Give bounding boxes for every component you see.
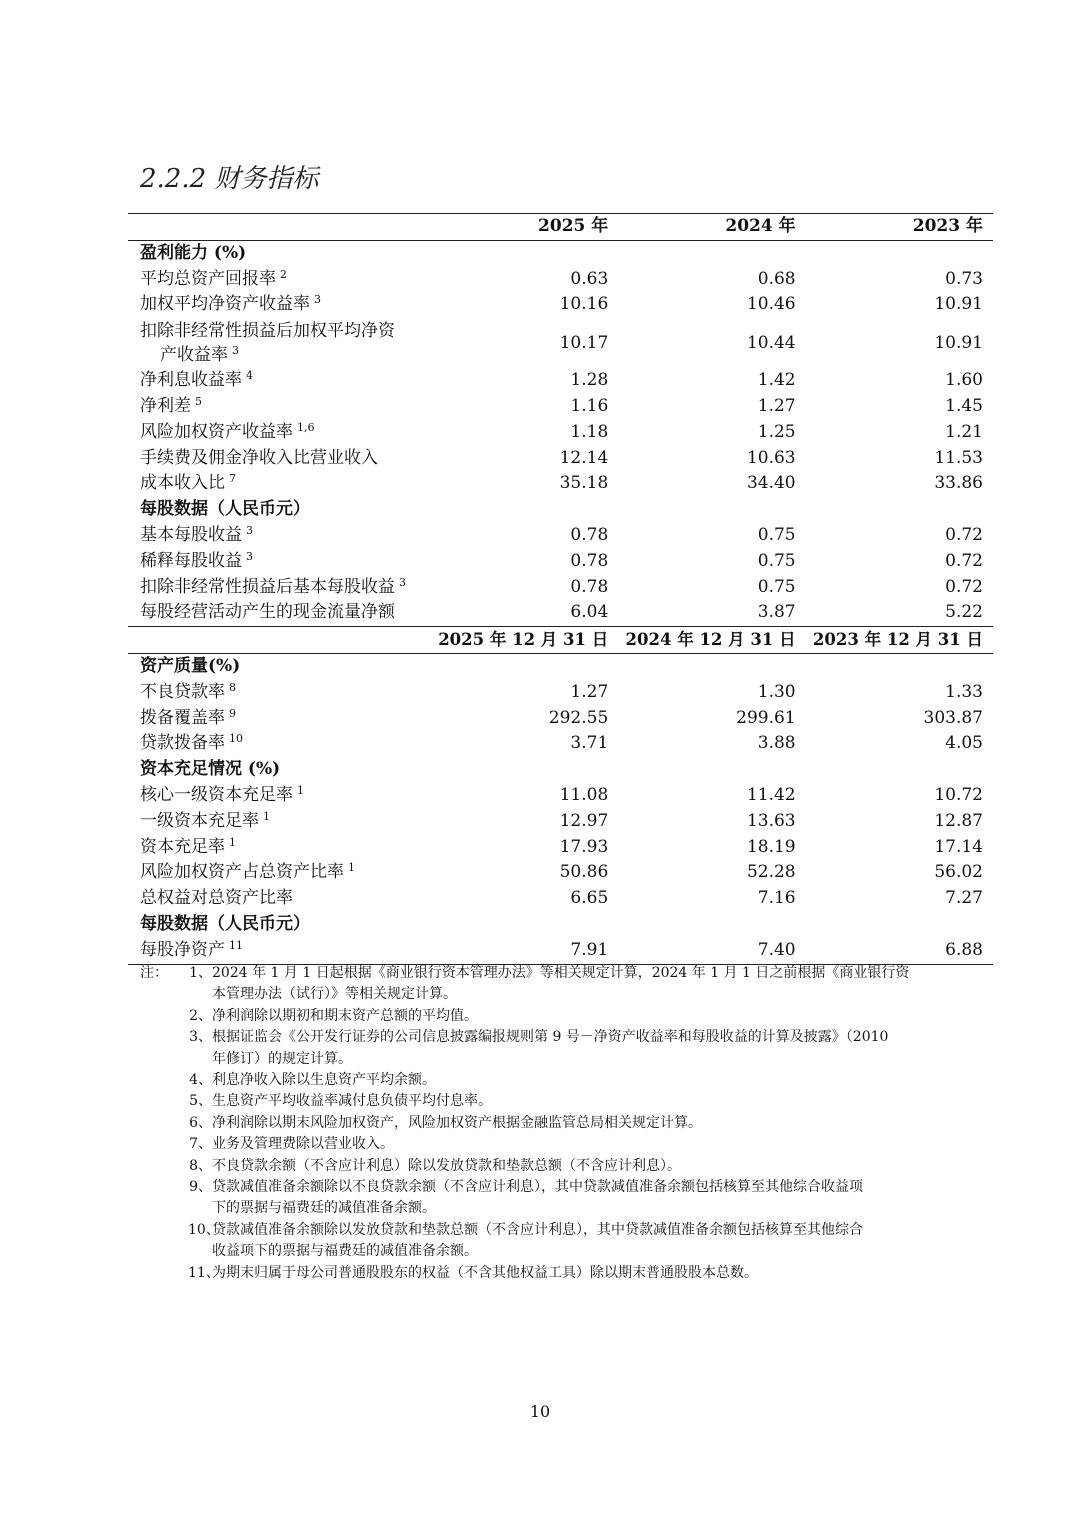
footnote: 3、 根据证监会《公开发行证券的公司信息披露编报规则第 9 号－净资产收益率和每股收益的计算及披露》（2010 (189, 1029, 889, 1046)
table-row: 净利差 $^5$ 1.16 1.27 1.45 (140, 394, 983, 416)
section-heading-capital: 资本充足情况 (%) (140, 759, 281, 780)
financial-indicators-table (128, 213, 993, 965)
table-row: 风险加权资产收益率 $^{1,6}$ 1.18 1.25 1.21 (140, 420, 983, 442)
footnote: 6、 净利润除以期末风险加权资产，风险加权资产根据金融监管总局相关规定计算。 (189, 1114, 702, 1131)
table-row: 扣除非经常性损益后加权平均净资 产收益率 $^3$ 10.17 10.44 10.91 (140, 321, 983, 366)
page-number: 10 (529, 1402, 551, 1421)
header-empty (128, 214, 431, 241)
table-row: 每股经营活动产生的现金流量净额 6.04 3.87 5.22 (140, 602, 983, 623)
header-date-2025: 2025 年 12 月 31 日 (431, 627, 618, 654)
table-row: 资本充足率 $^1$ 17.93 18.19 17.14 (140, 835, 983, 857)
table-row: 平均总资产回报率 $^2$ 0.63 0.68 0.73 (140, 267, 983, 289)
header-year-2024: 2024 年 (618, 214, 805, 241)
footnote: 4、 利息净收入除以生息资产平均余额。 (189, 1072, 436, 1089)
header-year-2023: 2023 年 (806, 214, 993, 241)
header-date-2023: 2023 年 12 月 31 日 (806, 627, 993, 654)
section-heading-pershare-2: 每股数据（人民币元） (140, 913, 310, 934)
footnote-continuation: 本管理办法（试行）》等相关规定计算。 (212, 986, 457, 1003)
footnote: 5、 生息资产平均收益率减付息负债平均付息率。 (189, 1093, 492, 1110)
table-row: 核心一级资本充足率 $^1$ 11.08 11.42 10.72 (140, 783, 983, 805)
table-row: 加权平均净资产收益率 $^3$ 10.16 10.46 10.91 (140, 293, 983, 315)
table-row: 拨备覆盖率 $^9$ 292.55 299.61 303.87 (140, 706, 983, 728)
table-row: 一级资本充足率 $^1$ 12.97 13.63 12.87 (140, 809, 983, 831)
table-row: 稀释每股收益 $^3$ 0.78 0.75 0.72 (140, 549, 983, 571)
footnote: 11、 为期末归属于母公司普通股股东的权益（不含其他权益工具）除以期末普通股股本总数。 (188, 1264, 758, 1281)
table-row: 净利息收益率 $^4$ 1.28 1.42 1.60 (140, 369, 983, 391)
section-title: 2.2.2 财务指标 (140, 164, 319, 194)
table-row: 贷款拨备率 $^{10}$ 3.71 3.88 4.05 (140, 732, 983, 754)
footnotes (140, 963, 985, 1284)
header-year-2025: 2025 年 (431, 214, 618, 241)
section-heading-quality: 资产质量(%) (140, 655, 241, 676)
footnote: 8、 不良贷款余额（不含应计利息）除以发放贷款和垫款总额（不含应计利息）。 (189, 1157, 681, 1174)
footnote: 7、 业务及管理费除以营业收入。 (189, 1136, 394, 1153)
header-row-years (128, 214, 993, 241)
footnote-continuation: 下的票据与福费廷的减值准备余额。 (212, 1200, 436, 1217)
header-empty (128, 627, 431, 654)
footnote: 10、 贷款减值准备余额除以发放贷款和垫款总额（不含应计利息），其中贷款减值准备余额包括核算至其他综合 (188, 1221, 863, 1238)
table-row: 总权益对总资产比率 6.65 7.16 7.27 (140, 888, 983, 909)
header-date-2024: 2024 年 12 月 31 日 (618, 627, 805, 654)
table-row: 手续费及佣金净收入比营业收入 12.14 10.63 11.53 (140, 447, 983, 468)
section-heading-pershare: 每股数据（人民币元） (140, 499, 310, 520)
header-row-dates (128, 627, 993, 654)
section-heading-profit: 盈利能力 (%) (140, 242, 247, 263)
footnote-continuation: 收益项下的票据与福费廷的减值准备余额。 (212, 1243, 478, 1260)
table-row: 每股净资产 $^{11}$ 7.91 7.40 6.88 (128, 938, 993, 964)
table-row: 基本每股收益 $^3$ 0.78 0.75 0.72 (140, 523, 983, 545)
footnote-continuation: 年修订）的规定计算。 (212, 1050, 352, 1067)
footnote: 2、 净利润除以期初和期末资产总额的平均值。 (189, 1007, 478, 1024)
table-row: 扣除非经常性损益后基本每股收益 $^3$ 0.78 0.75 0.72 (140, 575, 983, 597)
table-row: 成本收入比 $^7$ 35.18 34.40 33.86 (140, 472, 983, 494)
footnote: 注： 1、 2024 年 1 月 1 日起根据《商业银行资本管理办法》等相关规定计算，2024 年 1 月 1 日之前根据《商业银行资 (140, 965, 910, 981)
table-row: 风险加权资产占总资产比率 $^1$ 50.86 52.28 56.02 (140, 861, 983, 883)
footnote: 9、 贷款减值准备余额除以不良贷款余额（不含应计利息），其中贷款减值准备余额包括核算至其他综合收益项 (189, 1179, 863, 1196)
table-row: 不良贷款率 $^8$ 1.27 1.30 1.33 (140, 680, 983, 702)
